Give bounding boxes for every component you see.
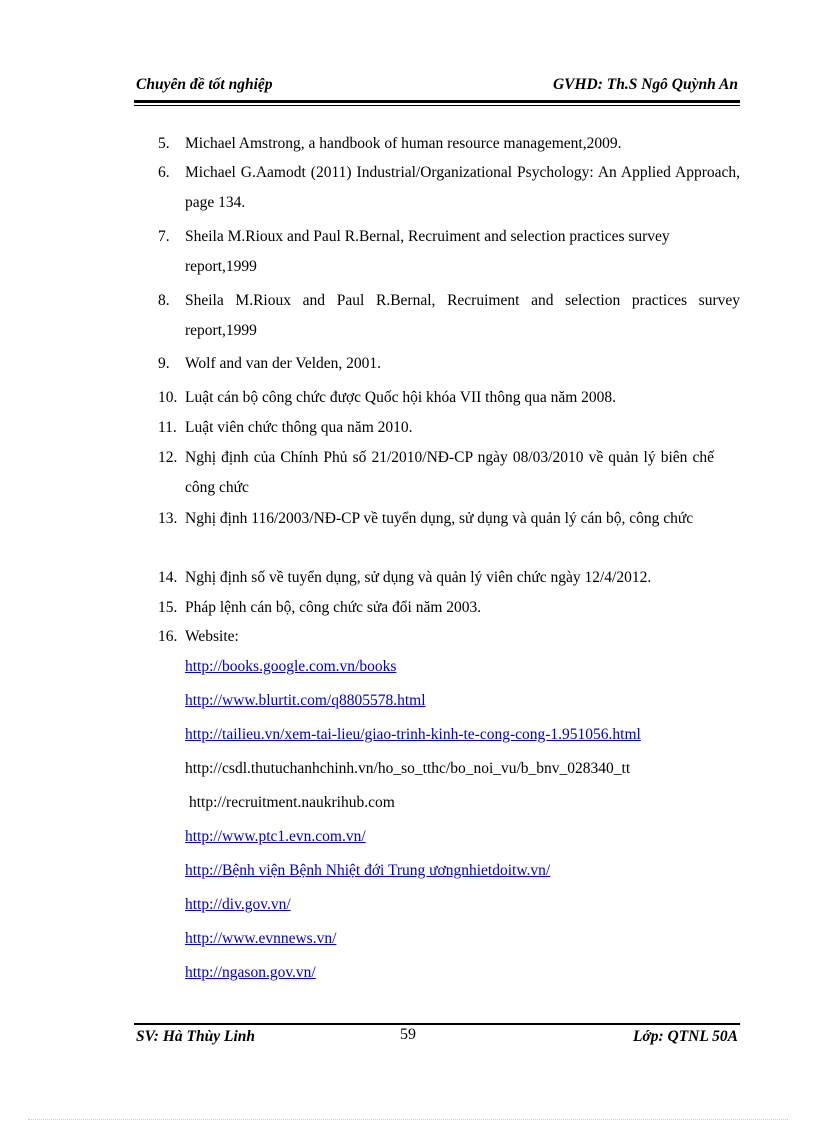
reference-number: 16. — [158, 628, 178, 645]
reference-text: Nghị định của Chính Phủ số 21/2010/NĐ-CP ngày 08/03/2010 về quản lý biên chế công chức — [185, 449, 714, 496]
footer-student: SV: Hà Thùy Linh — [136, 1028, 256, 1045]
reference-item — [158, 504, 734, 534]
website-url-text: http://csdl.thutuchanhchinh.vn/ho_so_tthc/bo_noi_vu/b_bnv_028340_tt — [185, 760, 631, 777]
reference-number: 12. — [158, 449, 178, 466]
reference-number: 11. — [158, 419, 177, 436]
reference-number: 14. — [158, 569, 178, 586]
reference-number: 10. — [158, 389, 178, 406]
reference-text: Luật viên chức thông qua năm 2010. — [185, 419, 413, 436]
reference-number: 5. — [158, 135, 170, 152]
website-link[interactable]: http://Bệnh viện Bệnh Nhiệt đới Trung ươngnhietdoitw.vn/ — [185, 862, 551, 879]
website-link[interactable]: http://books.google.com.vn/books — [185, 658, 397, 675]
website-link[interactable]: http://www.evnnews.vn/ — [185, 930, 337, 947]
website-link[interactable]: http://div.gov.vn/ — [185, 896, 291, 913]
reference-item — [158, 443, 714, 503]
reference-text: Michael G.Aamodt (2011) Industrial/Organizational Psychology: An Applied Approach, page 134. — [185, 164, 740, 211]
website-url-text: http://recruitment.naukrihub.com — [189, 794, 395, 811]
reference-text: Nghị định số về tuyển dụng, sử dụng và quản lý viên chức ngày 12/4/2012. — [185, 569, 652, 586]
reference-item — [158, 158, 740, 218]
page-edge-dots — [28, 1119, 788, 1120]
reference-item — [158, 593, 740, 623]
website-link[interactable]: http://www.blurtit.com/q8805578.html — [185, 692, 426, 709]
reference-text: Website: — [185, 628, 239, 645]
reference-item — [158, 349, 740, 379]
page-number: 59 — [400, 1026, 416, 1043]
website-link[interactable]: http://ngason.gov.vn/ — [185, 964, 316, 981]
reference-number: 6. — [158, 164, 170, 181]
reference-text: Luật cán bộ công chức được Quốc hội khóa VII thông qua năm 2008. — [185, 389, 617, 406]
reference-number: 15. — [158, 599, 178, 616]
reference-text: Nghị định 116/2003/NĐ-CP về tuyển dụng, sử dụng và quản lý cán bộ, công chức — [185, 510, 694, 527]
website-link[interactable]: http://www.ptc1.evn.com.vn/ — [185, 828, 366, 845]
reference-item — [158, 413, 740, 443]
website-link[interactable]: http://tailieu.vn/xem-tai-lieu/giao-trinh-kinh-te-cong-cong-1.951056.html — [185, 726, 641, 743]
reference-text: Wolf and van der Velden, 2001. — [185, 355, 382, 372]
reference-number: 8. — [158, 292, 170, 309]
reference-number: 13. — [158, 510, 178, 527]
header-rule-thin — [134, 105, 740, 106]
reference-item — [158, 286, 740, 346]
reference-text: Sheila M.Rioux and Paul R.Bernal, Recruiment and selection practices survey report,1999 — [185, 228, 670, 275]
reference-item — [158, 383, 740, 413]
reference-text: Sheila M.Rioux and Paul R.Bernal, Recruiment and selection practices survey report,1999 — [185, 292, 740, 339]
reference-item — [158, 222, 698, 282]
reference-number: 9. — [158, 355, 170, 372]
footer-class: Lớp: QTNL 50A — [632, 1028, 738, 1045]
header-right: GVHD: Th.S Ngô Quỳnh An — [552, 76, 738, 93]
header-left: Chuyên đề tốt nghiệp — [136, 76, 273, 93]
footer-rule — [134, 1023, 740, 1025]
reference-text: Michael Amstrong, a handbook of human resource management,2009. — [185, 135, 622, 152]
header-rule-thick — [134, 100, 740, 103]
reference-number: 7. — [158, 228, 170, 245]
reference-item — [158, 563, 740, 593]
reference-item — [158, 622, 740, 652]
reference-text: Pháp lệnh cán bộ, công chức sửa đổi năm 2003. — [185, 599, 482, 616]
reference-item — [158, 129, 740, 159]
